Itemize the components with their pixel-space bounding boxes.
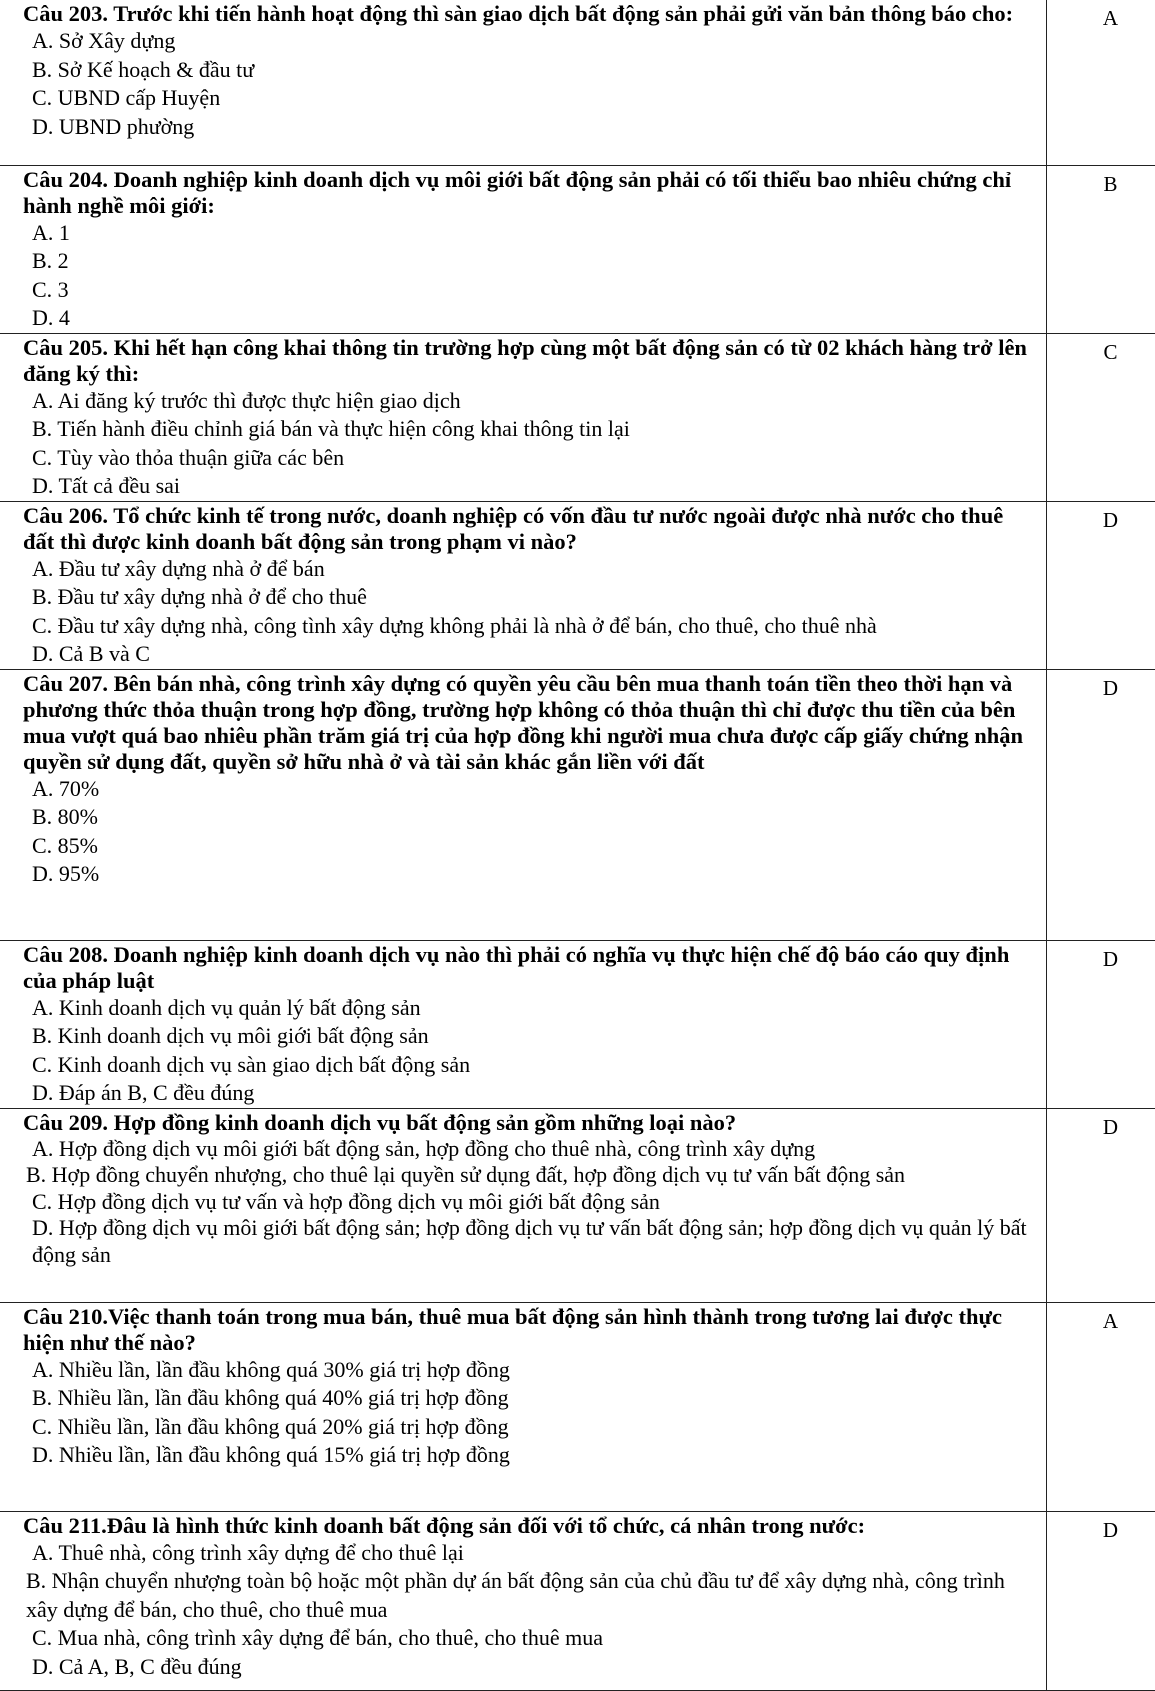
option-d: D. 4 [32, 304, 1036, 333]
option-a: A. Sở Xây dựng [32, 27, 1036, 56]
question-row [0, 333, 1155, 501]
question-stem: Câu 204. Doanh nghiệp kinh doanh dịch vụ môi giới bất động sản phải có tối thiểu bao nhiêu chứng chỉ hành nghề môi giới: [23, 167, 1036, 219]
question-stem: Câu 211.Đâu là hình thức kinh doanh bất động sản đối với tổ chức, cá nhân trong nước: [23, 1513, 1036, 1539]
answer-cell: C [1047, 333, 1155, 501]
answer-cell: B [1047, 165, 1155, 333]
question-row [0, 669, 1155, 940]
option-b: B. Tiến hành điều chỉnh giá bán và thực hiện công khai thông tin lại [32, 415, 1036, 444]
option-a: A. Hợp đồng dịch vụ môi giới bất động sản, hợp đồng cho thuê nhà, công trình xây dựng [32, 1136, 1036, 1163]
option-b: B. Đầu tư xây dựng nhà ở để cho thuê [32, 583, 1036, 612]
question-row [0, 501, 1155, 669]
option-d: D. Nhiều lần, lần đầu không quá 15% giá trị hợp đồng [32, 1441, 1036, 1470]
question-cell [0, 1302, 1047, 1511]
option-d: D. UBND phường [32, 113, 1036, 142]
option-d: D. Tất cả đều sai [32, 472, 1036, 501]
option-a: A. 1 [32, 219, 1036, 248]
question-cell [0, 333, 1047, 501]
option-c: C. Kinh doanh dịch vụ sàn giao dịch bất động sản [32, 1051, 1036, 1080]
question-stem: Câu 205. Khi hết hạn công khai thông tin trường hợp cùng một bất động sản có từ 02 khách hàng trở lên đăng ký thì: [23, 335, 1036, 387]
option-c: C. Nhiều lần, lần đầu không quá 20% giá trị hợp đồng [32, 1413, 1036, 1442]
option-c: C. 3 [32, 276, 1036, 305]
question-stem: Câu 210.Việc thanh toán trong mua bán, thuê mua bất động sản hình thành trong tương lai được thực hiện như thế nào? [23, 1304, 1036, 1356]
question-cell [0, 501, 1047, 669]
question-row [0, 1511, 1155, 1690]
question-row [0, 165, 1155, 333]
option-b: B. Sở Kế hoạch & đầu tư [32, 56, 1036, 85]
question-cell [0, 165, 1047, 333]
option-c: C. Đầu tư xây dựng nhà, công tình xây dựng không phải là nhà ở để bán, cho thuê, cho thuê nhà [32, 612, 1036, 641]
question-stem: Câu 209. Hợp đồng kinh doanh dịch vụ bất động sản gồm những loại nào? [23, 1110, 1036, 1136]
option-b: B. Nhiều lần, lần đầu không quá 40% giá trị hợp đồng [32, 1384, 1036, 1413]
option-d: D. Cả A, B, C đều đúng [32, 1653, 1036, 1682]
option-c: C. Tùy vào thỏa thuận giữa các bên [32, 444, 1036, 473]
answer-cell: D [1047, 669, 1155, 940]
option-c: C. Mua nhà, công trình xây dựng để bán, cho thuê, cho thuê mua [32, 1624, 1036, 1653]
question-cell [0, 0, 1047, 165]
answer-cell: A [1047, 1302, 1155, 1511]
answer-cell: D [1047, 1108, 1155, 1302]
question-cell [0, 1108, 1047, 1302]
question-row [0, 0, 1155, 165]
question-stem: Câu 203. Trước khi tiến hành hoạt động thì sàn giao dịch bất động sản phải gửi văn bản thông báo cho: [23, 1, 1036, 27]
option-a: A. Đầu tư xây dựng nhà ở để bán [32, 555, 1036, 584]
option-a: A. Ai đăng ký trước thì được thực hiện giao dịch [32, 387, 1036, 416]
answer-cell: D [1047, 940, 1155, 1108]
question-cell [0, 669, 1047, 940]
answer-cell: A [1047, 0, 1155, 165]
question-cell [0, 1511, 1047, 1690]
option-b: B. 2 [32, 247, 1036, 276]
option-a: A. 70% [32, 775, 1036, 804]
question-row [0, 1108, 1155, 1302]
question-stem: Câu 207. Bên bán nhà, công trình xây dựng có quyền yêu cầu bên mua thanh toán tiền theo thời hạn và phương thức thỏa thuận trong hợp đồng, trường hợp không có thỏa thuận thì chỉ được thu tiền của bên mua vượt quá bao nhiêu phần trăm giá trị của hợp đồng khi người mua chưa được cấp giấy chứng nhận quyền sử dụng đất, quyền sở hữu nhà ở và tài sản khác gắn liền với đất [23, 671, 1036, 775]
question-stem: Câu 208. Doanh nghiệp kinh doanh dịch vụ nào thì phải có nghĩa vụ thực hiện chế độ báo cáo quy định của pháp luật [23, 942, 1036, 994]
option-d: D. Đáp án B, C đều đúng [32, 1079, 1036, 1108]
question-cell [0, 940, 1047, 1108]
answer-cell: D [1047, 1511, 1155, 1690]
option-d: D. 95% [32, 860, 1036, 889]
question-row [0, 1302, 1155, 1511]
option-c: C. Hợp đồng dịch vụ tư vấn và hợp đồng dịch vụ môi giới bất động sản [32, 1189, 1036, 1216]
option-a: A. Kinh doanh dịch vụ quản lý bất động sản [32, 994, 1036, 1023]
question-stem: Câu 206. Tổ chức kinh tế trong nước, doanh nghiệp có vốn đầu tư nước ngoài được nhà nước cho thuê đất thì được kinh doanh bất động sản trong phạm vi nào? [23, 503, 1036, 555]
option-c: C. 85% [32, 832, 1036, 861]
option-d: D. Hợp đồng dịch vụ môi giới bất động sản; hợp đồng dịch vụ tư vấn bất động sản; hợp đồng dịch vụ quản lý bất động sản [32, 1215, 1036, 1268]
question-row [0, 940, 1155, 1108]
option-c: C. UBND cấp Huyện [32, 84, 1036, 113]
option-a: A. Nhiều lần, lần đầu không quá 30% giá trị hợp đồng [32, 1356, 1036, 1385]
option-b: B. 80% [32, 803, 1036, 832]
option-b: B. Nhận chuyển nhượng toàn bộ hoặc một phần dự án bất động sản của chủ đầu tư để xây dựng nhà, công trình xây dựng để bán, cho thuê, cho thuê mua [26, 1567, 1036, 1624]
option-a: A. Thuê nhà, công trình xây dựng để cho thuê lại [32, 1539, 1036, 1568]
answer-cell: D [1047, 501, 1155, 669]
option-d: D. Cả B và C [32, 640, 1036, 669]
option-b: B. Hợp đồng chuyển nhượng, cho thuê lại quyền sử dụng đất, hợp đồng dịch vụ tư vấn bất động sản [26, 1162, 1036, 1189]
option-b: B. Kinh doanh dịch vụ môi giới bất động sản [32, 1022, 1036, 1051]
